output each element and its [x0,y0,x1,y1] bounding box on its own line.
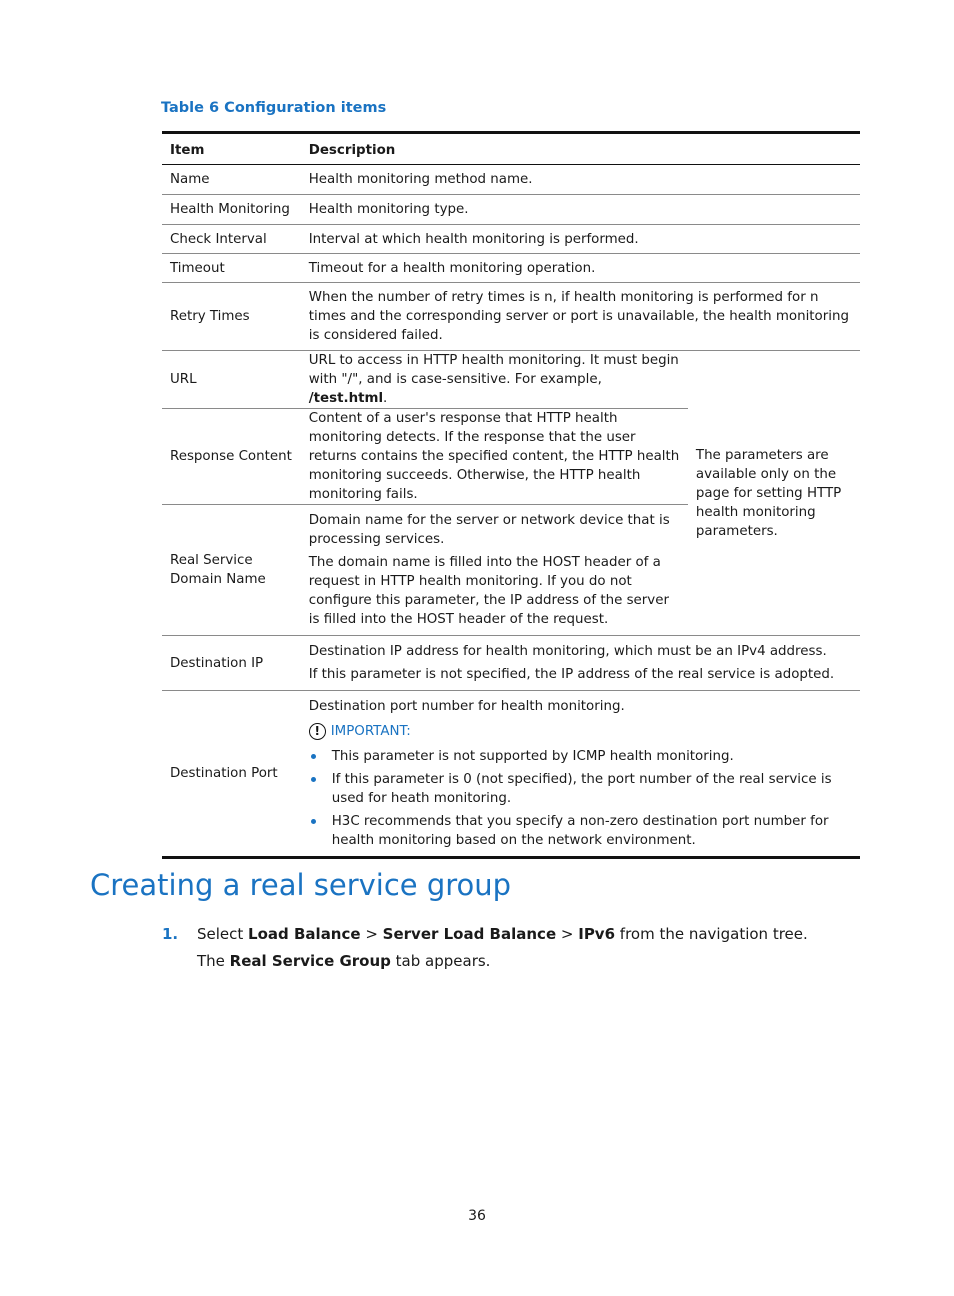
row-item: Check Interval [170,231,267,247]
row-item: Real Service Domain Name [162,505,301,636]
row-item: Destination IP [170,655,264,671]
list-item: H3C recommends that you specify a non-zero destination port number for health monitoring based on the network environment. [332,812,852,850]
row-item: Retry Times [170,309,250,324]
step-separator: > [556,925,579,943]
http-parameters-note: The parameters are available only on the page for setting HTTP health monitoring parameters. [688,351,860,636]
row-item: Health Monitoring [170,202,290,217]
step-separator: > [360,925,383,943]
row-description [301,636,860,691]
menu-ipv6: IPv6 [578,925,616,943]
row-description: Timeout for a health monitoring operation. [308,260,596,276]
row-description [301,351,688,409]
row-item: Timeout [170,260,225,276]
domain-desc-2: The domain name is filled into the HOST header of a request in HTTP health monitoring. If you do not configure this parameter, the IP address of the server is filled into the HOST header of the request. [308,555,669,627]
section-title: Creating a real service group [90,868,512,902]
table-caption: Table 6 Configuration items [161,100,387,116]
table-row [162,351,860,409]
row-description [301,505,688,636]
page-number: 36 [468,1208,486,1224]
step-text: Select [197,925,249,943]
row-description: Health monitoring method name. [308,172,533,187]
header-description: Description [308,143,396,158]
row-item: URL [162,351,301,409]
header-item: Item [170,143,205,158]
row-description [301,691,860,858]
row-description: When the number of retry times is n, if health monitoring is performed for n times and the corresponding server or port is unavailable, the health monitoring is considered failed. [308,290,849,343]
step-result-text: tab appears. [390,952,491,970]
url-example: /test.html [308,391,384,406]
url-desc-suffix: . [383,391,388,406]
configuration-items-table [162,131,860,859]
step-text: from the navigation tree. [615,925,808,943]
row-description: Health monitoring type. [308,202,469,217]
important-notice [309,722,852,741]
row-description: Interval at which health monitoring is performed. [308,231,639,247]
procedure-step [162,925,808,943]
dest-port-desc: Destination port number for health monitoring. [308,699,625,714]
table-row [162,195,860,225]
row-item: Response Content [162,409,301,505]
table-row [162,165,860,195]
table-row [162,691,860,858]
domain-desc-1: Domain name for the server or network device that is processing services. [308,513,670,547]
table-row [162,225,860,254]
row-description: Content of a user's response that HTTP health monitoring detects. If the response that the user returns contains the specified content, the HTTP health monitoring succeeds. Otherwise, the HTTP health monitoring fails. [301,409,688,505]
step-number: 1. [162,925,179,943]
menu-load-balance: Load Balance [248,925,361,943]
step-result [197,952,490,970]
dest-ip-desc-1: Destination IP address for health monitoring, which must be an IPv4 address. [308,644,827,659]
list-item: If this parameter is 0 (not specified), the port number of the real service is used for heath monitoring. [332,770,852,808]
table-row [162,254,860,283]
step-result-text: The [197,952,230,970]
url-desc-prefix: URL to access in HTTP health monitoring. It must begin with "/", and is case-sensitive. For example, [308,353,679,387]
row-item: Destination Port [170,766,278,781]
important-list [309,747,852,850]
table-header-row [162,133,860,165]
table-row [162,636,860,691]
row-item: Name [170,172,210,187]
exclamation-circle-icon: ! [309,723,326,740]
menu-server-load-balance: Server Load Balance [382,925,557,943]
important-label: IMPORTANT: [330,724,411,739]
table-row [162,283,860,351]
list-item: This parameter is not supported by ICMP health monitoring. [332,747,852,766]
tab-real-service-group: Real Service Group [229,952,391,970]
dest-ip-desc-2: If this parameter is not specified, the IP address of the real service is adopted. [308,667,835,682]
